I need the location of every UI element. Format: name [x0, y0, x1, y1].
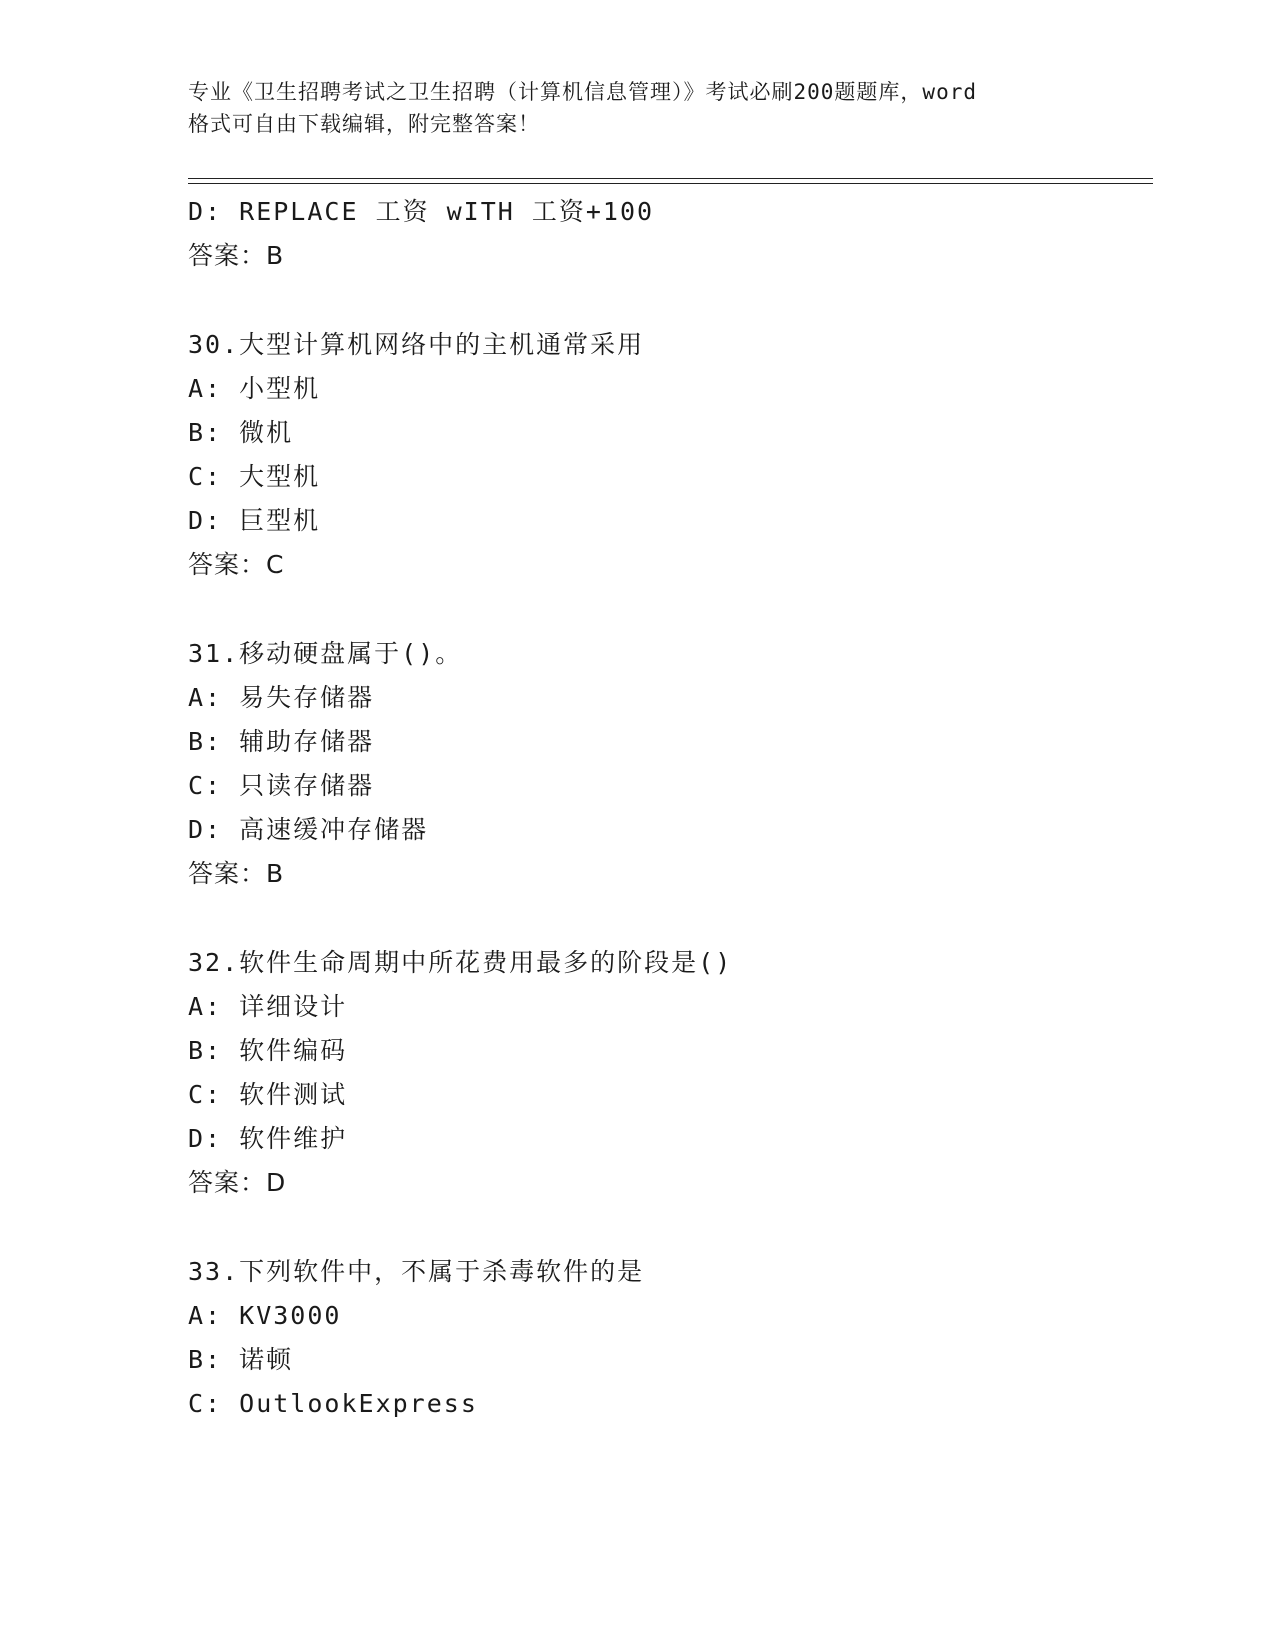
answer: 答案：D [188, 1168, 287, 1197]
option-c: C: OutlookExpress [188, 1389, 478, 1418]
option-b: B: 软件编码 [188, 1036, 348, 1065]
option-b: B: 微机 [188, 418, 294, 447]
option-b: B: 辅助存储器 [188, 727, 375, 756]
option-b: B: 诺顿 [188, 1345, 294, 1374]
option-c: C: 软件测试 [188, 1080, 348, 1109]
option-c: C: 大型机 [188, 462, 321, 491]
header-line-2: 格式可自由下载编辑，附完整答案！ [188, 112, 540, 136]
option-a: A: KV3000 [188, 1301, 342, 1330]
option-a: A: 易失存储器 [188, 683, 375, 712]
question-stem: 30.大型计算机网络中的主机通常采用 [188, 330, 645, 359]
prev-answer: 答案：B [188, 241, 285, 270]
option-d: D: 软件维护 [188, 1124, 348, 1153]
document-header [188, 76, 1088, 140]
question-stem: 31.移动硬盘属于()。 [188, 639, 463, 668]
option-d: D: 高速缓冲存储器 [188, 815, 429, 844]
question-stem: 33.下列软件中，不属于杀毒软件的是 [188, 1257, 645, 1286]
option-a: A: 小型机 [188, 374, 321, 403]
option-c: C: 只读存储器 [188, 771, 375, 800]
header-divider-top [188, 178, 1153, 179]
header-divider-bottom [188, 183, 1153, 184]
prev-option-d: D: REPLACE 工资 wITH 工资+100 [188, 197, 655, 226]
option-d: D: 巨型机 [188, 506, 321, 535]
answer: 答案：B [188, 859, 285, 888]
option-a: A: 详细设计 [188, 992, 348, 1021]
header-line-1: 专业《卫生招聘考试之卫生招聘（计算机信息管理）》考试必刷200题题库，word [188, 80, 977, 104]
answer: 答案：C [188, 550, 285, 579]
question-stem: 32.软件生命周期中所花费用最多的阶段是() [188, 948, 733, 977]
